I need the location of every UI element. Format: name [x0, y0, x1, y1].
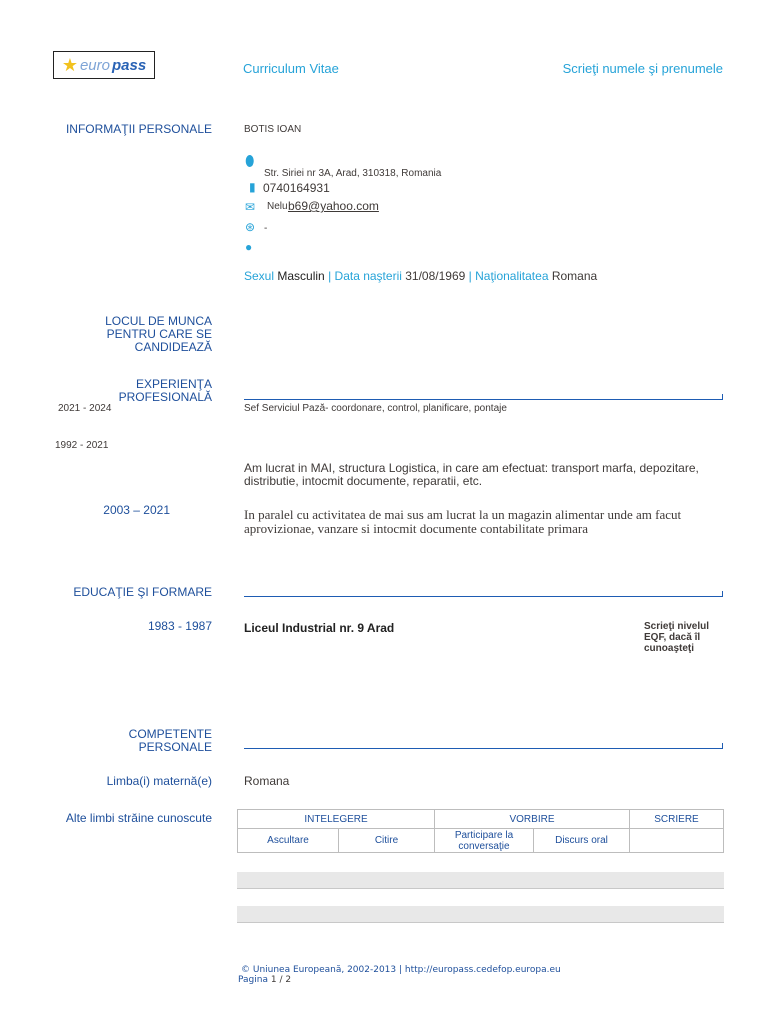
experience-text-2: Am lucrat in MAI, structura Logistica, in care am efectuat: transport marfa, depozitare, distributie, intocmit documente, reparatii, etc. — [244, 461, 699, 488]
language-table-header-row — [238, 810, 724, 829]
nationality-label: | Naţionalitatea — [468, 269, 549, 283]
education-period-1: 1983 - 1987 — [147, 619, 212, 633]
experience-period-2: 1992 - 2021 — [55, 440, 109, 451]
section-label-job-applied: LOCUL DE MUNCA PENTRU CARE SE CANDIDEAZĂ — [105, 314, 212, 354]
section-label-education: EDUCAŢIE ŞI FORMARE — [73, 585, 212, 599]
experience-text-1: Sef Serviciul Pază- coordonare, control, planificare, pontaje — [244, 403, 507, 414]
experience-text-3: In paralel cu activitatea de mai sus am lucrat la un magazin alimentar unde am facut aprovizionae, vanzare si intocmit documente contabilitate primara — [244, 507, 682, 536]
logo-text-euro: euro — [79, 56, 110, 74]
experience-period-1: 2021 - 2024 — [58, 403, 112, 414]
subheader-conversation: Participare la conversaţie — [435, 829, 534, 853]
section-label-experience: EXPERIENŢA PROFESIONALĂ — [118, 377, 212, 404]
language-table-subheader-row — [238, 829, 724, 853]
language-table — [237, 809, 724, 853]
mother-tongue-label: Limba(i) maternă(e) — [106, 774, 212, 788]
sex-value: Masculin — [277, 269, 325, 283]
subheader-listening: Ascultare — [238, 829, 339, 853]
birth-value: 31/08/1969 — [405, 269, 466, 283]
section-label-personal: INFORMAŢII PERSONALE — [65, 122, 212, 136]
footer-copyright: © Uniunea Europeană, 2002-2013 | http://europass.cedefop.europa.eu — [241, 965, 561, 975]
birth-label: | Data naşterii — [328, 269, 402, 283]
language-row-2 — [237, 906, 724, 923]
competences-rule — [244, 743, 723, 749]
website-icon: ⊛ — [245, 220, 256, 234]
footer-page-label: Pagina — [238, 975, 268, 985]
email-prefix: Nelu — [267, 201, 288, 212]
person-name: BOTIS IOAN — [244, 124, 302, 135]
subheader-reading: Citire — [339, 829, 435, 853]
footer-page-number: 1 / 2 — [270, 975, 292, 985]
phone: 0740164931 — [263, 181, 330, 195]
star-figure-icon: ★ — [61, 55, 78, 75]
subheader-writing-empty — [630, 829, 724, 853]
website: - — [264, 223, 268, 234]
personal-details — [244, 269, 597, 283]
email-link[interactable]: b69@yahoo.com — [288, 199, 379, 213]
email-icon: ✉ — [245, 200, 256, 214]
experience-rule — [244, 394, 723, 400]
logo-text-pass: pass — [111, 56, 147, 74]
sex-label: Sexul — [244, 269, 275, 283]
education-school-1: Liceul Industrial nr. 9 Arad — [244, 621, 395, 635]
mother-tongue: Romana — [244, 774, 290, 788]
education-rule — [244, 591, 723, 597]
header-speaking: VORBIRE — [435, 810, 630, 829]
header-writing: SCRIERE — [630, 810, 724, 829]
address: Str. Siriei nr 3A, Arad, 310318, Romania — [264, 168, 442, 179]
section-label-competences: COMPETENTE PERSONALE — [128, 727, 212, 754]
chat-icon: ● — [245, 240, 253, 254]
language-row-1 — [237, 872, 724, 889]
experience-period-3: 2003 – 2021 — [103, 503, 170, 517]
nationality-value: Romana — [551, 269, 598, 283]
other-languages-label: Alte limbi străine cunoscute — [65, 811, 212, 825]
subheader-oral-discourse: Discurs oral — [534, 829, 630, 853]
europass-logo — [53, 51, 155, 79]
phone-icon: ▮ — [249, 180, 256, 194]
cv-title: Curriculum Vitae — [243, 61, 339, 76]
header-understanding: INTELEGERE — [238, 810, 435, 829]
education-eqf-level: Scrieţi nivelul EQF, dacă îl cunoaşteţi — [644, 621, 710, 654]
name-placeholder: Scrieţi numele şi prenumele — [562, 61, 723, 76]
location-pin-icon: ⬮ — [245, 153, 255, 170]
footer-pagination — [238, 975, 291, 985]
